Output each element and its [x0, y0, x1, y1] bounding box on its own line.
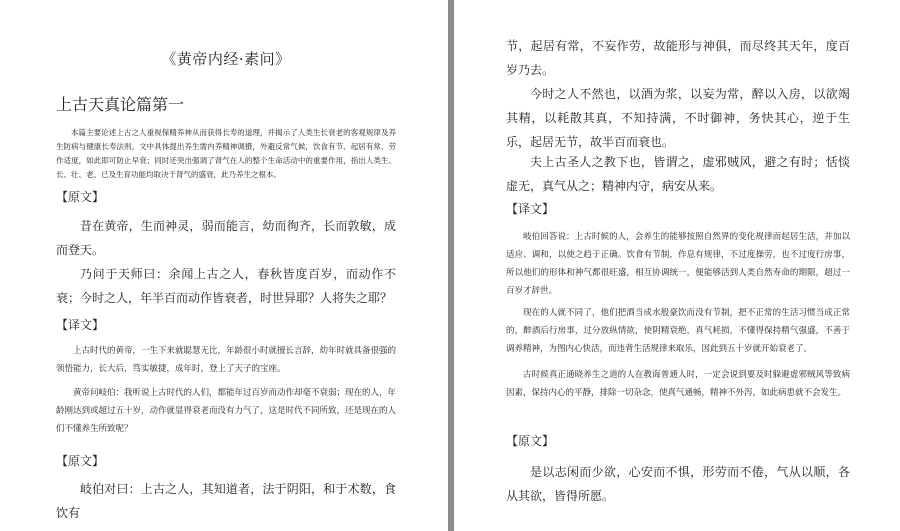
original-paragraph: 乃问于天师曰：余闻上古之人，春秋皆度百岁，而动作不衰；今时之人，年半百而动作皆衰者，时世异耶？人将失之耶？	[56, 267, 396, 305]
original-paragraph: 夫上古圣人之教下也，皆谓之，虚邪贼风，避之有时；恬惔虚无，真气从之；精神内守，病安从来。	[506, 155, 850, 193]
book-title: 《黄帝内经·素问》	[161, 50, 291, 68]
chapter-summary: 本篇主要论述上古之人重视保精养神从而获得长寿的道理，并揭示了人类生长衰老的客观规律及养生防病与健康长寿法则。文中具体提出养生需内养精神调摄，外避反常气候，饮食有节、起居有常、劳作适度，如此即可防止早衰；同时还突出强调了肾气在人的整个生命活动中的重要作用，指出人类生、长、壮、老、已及生育功能均取决于肾气的盛衰，此乃养生之根本。	[56, 128, 396, 179]
heading-translation: 【译文】	[506, 202, 555, 216]
translation-paragraph: 古时候真正通晓养生之道的人在教诲普通人时，一定会说到要及时躲避虚邪贼风等致病因素，保持内心的平静，排除一切杂念，使真气通畅，精神不外泻，如此病患就不会发生。	[506, 370, 850, 398]
heading-translation: 【译文】	[56, 318, 105, 332]
translation-paragraph: 上古时代的黄帝，一生下来就聪慧无比，年龄很小时就擅长言辞，幼年时就具备很强的领悟能力，长大后，笃实敏捷，成年时，登上了天子的宝座。	[56, 346, 397, 374]
original-paragraph: 岐伯对曰：上古之人，其知道者，法于阴阳，和于术数，食饮有	[56, 482, 396, 520]
left-page	[0, 0, 448, 531]
heading-original: 【原文】	[506, 434, 555, 448]
original-paragraph-continued: 节，起居有常，不妄作劳，故能形与神俱，而尽终其天年，度百岁乃去。	[506, 39, 850, 77]
chapter-title: 上古天真论篇第一	[56, 95, 185, 114]
translation-paragraph: 现在的人就不同了，他们把酒当成水般豪饮而没有节制，把不正常的生活习惯当成正常的，醉酒后行房事，过分放纵情欲，使阴精衰绝，真气耗损，不懂得保持精气强盛，不善于调养精神，为图内心快活，而违背生活规律来取乐，因此到五十岁就开始衰老了。	[506, 308, 850, 354]
heading-original: 【原文】	[56, 454, 105, 468]
translation-paragraph: 岐伯回答说：上古时候的人，会养生的能够按照自然界的变化规律而起居生活，并加以适应、调和，以使之趋于正确。饮食有节制，作息有规律，不过度操劳，也不过度行房事，所以他们的形体和神气都很旺盛，相互协调统一，便能够活到人类自然寿命的期限，超过一百岁才辞世。	[506, 232, 850, 296]
heading-original: 【原文】	[56, 190, 105, 204]
original-paragraph: 今时之人不然也，以酒为浆，以妄为常，醉以入房，以欲竭其精，以耗散其真，不知持满，不时御神，务快其心，逆于生乐，起居无节，故半百而衰也。	[506, 87, 850, 149]
translation-paragraph: 黄帝问岐伯：我听说上古时代的人们，都能年过百岁而动作却毫不衰弱；现在的人，年龄刚达到或超过五十岁，动作就显得衰老而没有力气了，这是时代不同所致，还是现在的人们不懂养生所致呢？	[56, 388, 397, 434]
original-paragraph: 昔在黄帝，生而神灵，弱而能言，幼而徇齐，长而敦敏，成而登天。	[56, 219, 396, 257]
right-page	[454, 0, 900, 531]
original-paragraph: 是以志闲而少欲，心安而不惧，形劳而不倦，气从以顺，各从其欲，皆得所愿。	[506, 465, 850, 503]
